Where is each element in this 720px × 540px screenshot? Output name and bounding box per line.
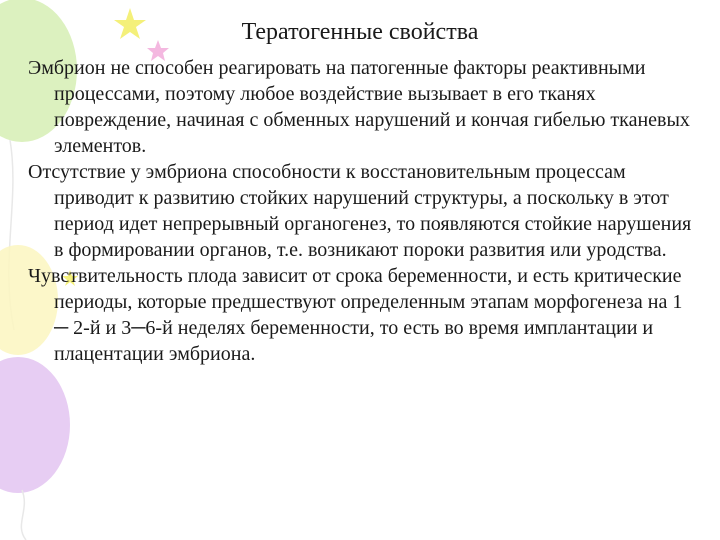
balloon-purple-icon — [0, 357, 70, 540]
paragraph-embryo-reaction: Эмбрион не способен реагировать на патогенные факторы реактивными процессами, поэтому любое воздействие вызывает в его тканях повреждение, начиная с обменных нарушений и кончая гибелью тканевых элементов. — [28, 57, 690, 157]
paragraph-critical-periods: Чувствительность плода зависит от срока беременности, и есть критические периоды, которые предшествуют определенным этапам морфогенеза на 1 ─ 2-й и 3─6-й неделях беременности, то есть во время имплантации и плацентации эмбриона. — [28, 265, 683, 365]
slide-body — [28, 55, 700, 367]
paragraph-no-recovery: Отсутствие у эмбриона способности к восстановительным процессам приводит к развитию стойких нарушений структуры, а поскольку в этот период идет непрерывный органогенез, то появляются стойкие нарушения в формировании органов, т.е. возникают пороки развития или уродства. — [28, 161, 692, 261]
slide-title: Тератогенные свойства — [241, 19, 479, 45]
